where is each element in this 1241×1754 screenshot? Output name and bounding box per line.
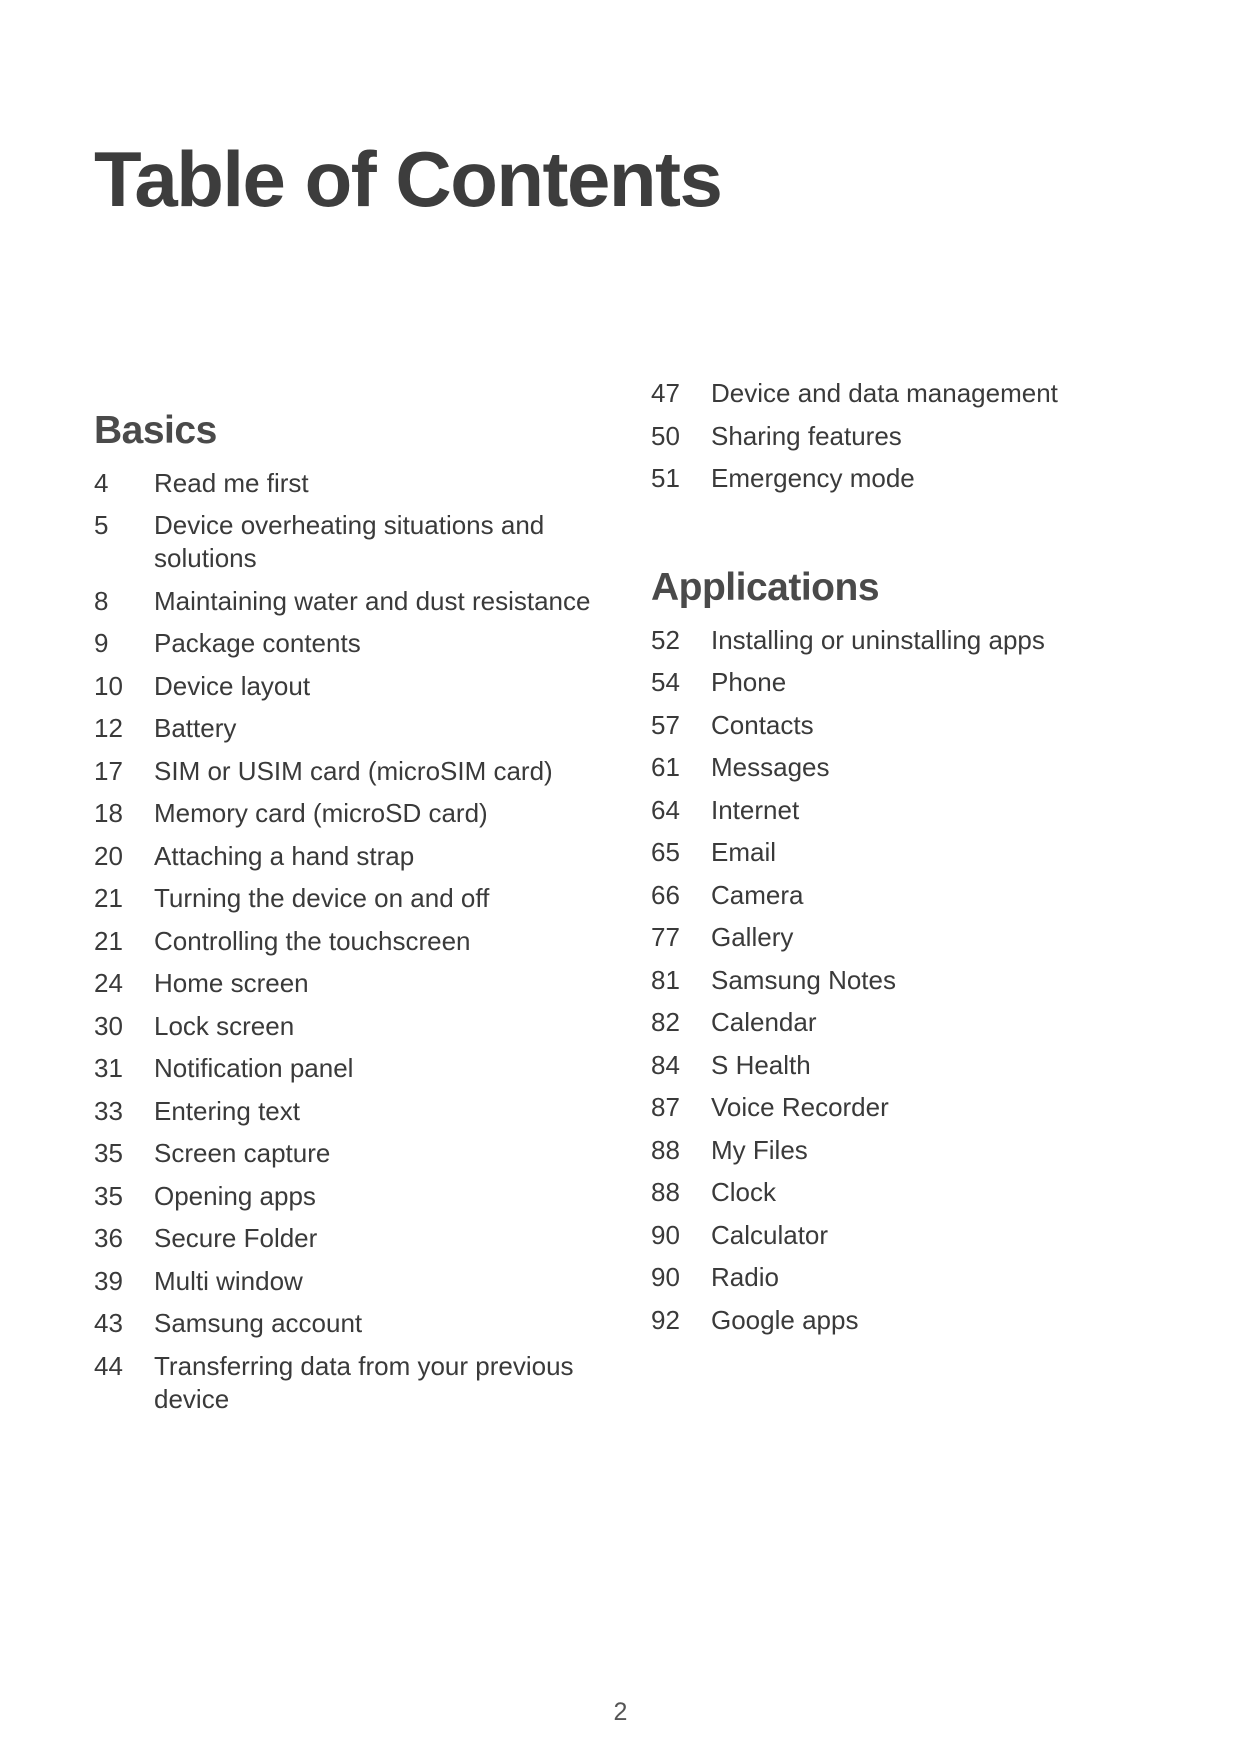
toc-entry-label: Device and data management (711, 378, 1058, 408)
toc-entry[interactable] (651, 624, 1171, 657)
toc-entry-label: Home screen (154, 968, 309, 999)
toc-page-number: 5 (94, 510, 109, 541)
toc-entry-label: Camera (711, 879, 804, 910)
section-heading: Applications (651, 566, 880, 609)
toc-page-number: 52 (651, 624, 680, 655)
toc-entry-label: Google apps (711, 1304, 859, 1335)
toc-page-number: 87 (651, 1092, 680, 1123)
toc-page-number: 33 (94, 1095, 123, 1126)
toc-entry-label: Gallery (711, 922, 794, 953)
section-applications (651, 567, 1171, 1337)
toc-entry-label: Samsung Notes (711, 964, 896, 995)
toc-page-number: 81 (651, 964, 680, 995)
toc-entry[interactable] (651, 1091, 1171, 1124)
toc-entry[interactable] (651, 1006, 1171, 1039)
toc-entry-label: Phone (711, 667, 787, 698)
toc-entry[interactable] (94, 1222, 614, 1255)
toc-page-number: 4 (94, 467, 109, 498)
toc-page-number: 50 (651, 420, 680, 451)
toc-entry[interactable] (94, 882, 614, 915)
toc-entry[interactable] (94, 840, 614, 873)
toc-entry[interactable] (94, 967, 614, 1000)
toc-page-number: 90 (651, 1262, 680, 1293)
toc-page-number: 24 (94, 968, 123, 999)
toc-page-number: 51 (651, 463, 680, 493)
toc-entry-label: Calculator (711, 1219, 829, 1250)
toc-list (651, 624, 1171, 1337)
toc-entry[interactable] (651, 1261, 1171, 1294)
toc-page-number: 90 (651, 1219, 680, 1250)
toc-page-number: 30 (94, 1010, 123, 1041)
toc-entry-label: Secure Folder (154, 1223, 318, 1254)
toc-entry[interactable] (94, 1180, 614, 1213)
toc-entry[interactable] (651, 709, 1171, 742)
toc-entry[interactable] (94, 1265, 614, 1298)
toc-left-column (94, 410, 614, 1425)
toc-page-number: 61 (651, 752, 680, 783)
toc-entry-label: Package contents (154, 628, 361, 659)
toc-entry[interactable] (651, 462, 1171, 495)
toc-entry[interactable] (94, 712, 614, 745)
toc-entry[interactable] (94, 1010, 614, 1043)
toc-entry[interactable] (651, 879, 1171, 912)
toc-entry[interactable] (651, 921, 1171, 954)
toc-page-number: 65 (651, 837, 680, 868)
toc-entry[interactable] (94, 670, 614, 703)
toc-page-number: 82 (651, 1007, 680, 1038)
toc-entry-label: Turning the device on and off (154, 883, 490, 914)
toc-entry-label: Multi window (154, 1265, 303, 1296)
toc-page-number: 64 (651, 794, 680, 825)
section-basics-continued (651, 377, 1171, 495)
toc-entry-label: Attaching a hand strap (154, 840, 415, 871)
section-basics (94, 410, 614, 1416)
toc-entry-label: Controlling the touchscreen (154, 925, 471, 956)
toc-entry[interactable] (651, 751, 1171, 784)
toc-entry[interactable] (94, 755, 614, 788)
toc-entry[interactable] (651, 420, 1171, 453)
toc-entry-label: Opening apps (154, 1180, 316, 1211)
toc-entry-label: Sharing features (711, 420, 902, 451)
toc-entry-label: Notification panel (154, 1053, 354, 1084)
toc-entry-label: Clock (711, 1177, 777, 1208)
toc-entry-label: Battery (154, 713, 237, 744)
toc-entry[interactable] (94, 1052, 614, 1085)
toc-entry[interactable] (651, 1049, 1171, 1082)
toc-page-number: 47 (651, 378, 680, 408)
toc-right-column (651, 378, 1171, 1346)
page-number: 2 (613, 1698, 628, 1726)
toc-entry[interactable] (94, 467, 614, 500)
toc-entry-label: Contacts (711, 709, 814, 740)
toc-entry[interactable] (94, 925, 614, 958)
toc-entry[interactable] (94, 797, 614, 830)
toc-entry[interactable] (94, 509, 614, 575)
toc-entry-label: Installing or uninstalling apps (711, 624, 1045, 655)
toc-entry[interactable] (651, 964, 1171, 997)
toc-page-number: 8 (94, 585, 109, 616)
toc-entry[interactable] (94, 1095, 614, 1128)
toc-entry[interactable] (651, 1219, 1171, 1252)
toc-entry[interactable] (651, 1134, 1171, 1167)
toc-entry-label: Maintaining water and dust resistance (154, 585, 591, 616)
toc-entry-label: S Health (711, 1049, 811, 1080)
toc-entry-label: Internet (711, 794, 800, 825)
toc-entry[interactable] (94, 1137, 614, 1170)
toc-page-number: 12 (94, 713, 123, 744)
toc-entry[interactable] (94, 627, 614, 660)
toc-entry[interactable] (651, 1304, 1171, 1337)
toc-page-number: 92 (651, 1304, 680, 1335)
toc-entry-label: Transferring data from your previous device (154, 1350, 574, 1414)
toc-entry[interactable] (651, 377, 1171, 410)
toc-page-number: 35 (94, 1180, 123, 1211)
toc-page-number: 20 (94, 840, 123, 871)
toc-entry[interactable] (651, 836, 1171, 869)
toc-entry-label: Screen capture (154, 1138, 331, 1169)
toc-page-number: 31 (94, 1053, 123, 1084)
toc-page-number: 77 (651, 922, 680, 953)
toc-page-number: 88 (651, 1177, 680, 1208)
toc-page-number: 66 (651, 879, 680, 910)
toc-entry-label: Voice Recorder (711, 1092, 889, 1123)
toc-entry[interactable] (651, 666, 1171, 699)
toc-entry-label: Samsung account (154, 1308, 363, 1339)
toc-entry-label: Memory card (microSD card) (154, 798, 488, 829)
toc-entry-label: Calendar (711, 1007, 817, 1038)
toc-entry-label: Lock screen (154, 1010, 295, 1041)
toc-page-number: 21 (94, 925, 123, 956)
toc-page-number: 21 (94, 883, 123, 914)
toc-page-number: 54 (651, 667, 680, 698)
toc-page-number: 43 (94, 1308, 123, 1339)
toc-entry-label: Device layout (154, 670, 311, 701)
toc-entry-label: Emergency mode (711, 463, 915, 493)
toc-entry-label: Email (711, 837, 777, 868)
toc-page-number: 35 (94, 1138, 123, 1169)
toc-entry[interactable] (94, 1350, 614, 1416)
section-heading: Basics (94, 409, 217, 452)
toc-page-number: 9 (94, 628, 109, 659)
toc-page-number: 17 (94, 755, 123, 786)
page-title: Table of Contents (94, 135, 722, 223)
toc-entry-label: SIM or USIM card (microSIM card) (154, 755, 553, 786)
toc-entry-label: Device overheating situations and solutions (154, 510, 545, 574)
toc-entry-label: My Files (711, 1134, 808, 1165)
toc-list (94, 467, 614, 1416)
toc-page-number: 57 (651, 709, 680, 740)
toc-page-number: 18 (94, 798, 123, 829)
toc-entry-label: Read me first (154, 467, 309, 498)
toc-entry-label: Radio (711, 1262, 779, 1293)
toc-page-number: 10 (94, 670, 123, 701)
toc-entry[interactable] (94, 1307, 614, 1340)
toc-page-number: 84 (651, 1049, 680, 1080)
toc-page-number: 88 (651, 1134, 680, 1165)
toc-list (651, 377, 1171, 495)
toc-page-number: 44 (94, 1350, 123, 1381)
toc-entry[interactable] (651, 794, 1171, 827)
toc-entry-label: Entering text (154, 1095, 300, 1126)
toc-entry[interactable] (651, 1176, 1171, 1209)
toc-entry[interactable] (94, 585, 614, 618)
toc-entry-label: Messages (711, 752, 830, 783)
toc-page-number: 39 (94, 1265, 123, 1296)
toc-page-number: 36 (94, 1223, 123, 1254)
